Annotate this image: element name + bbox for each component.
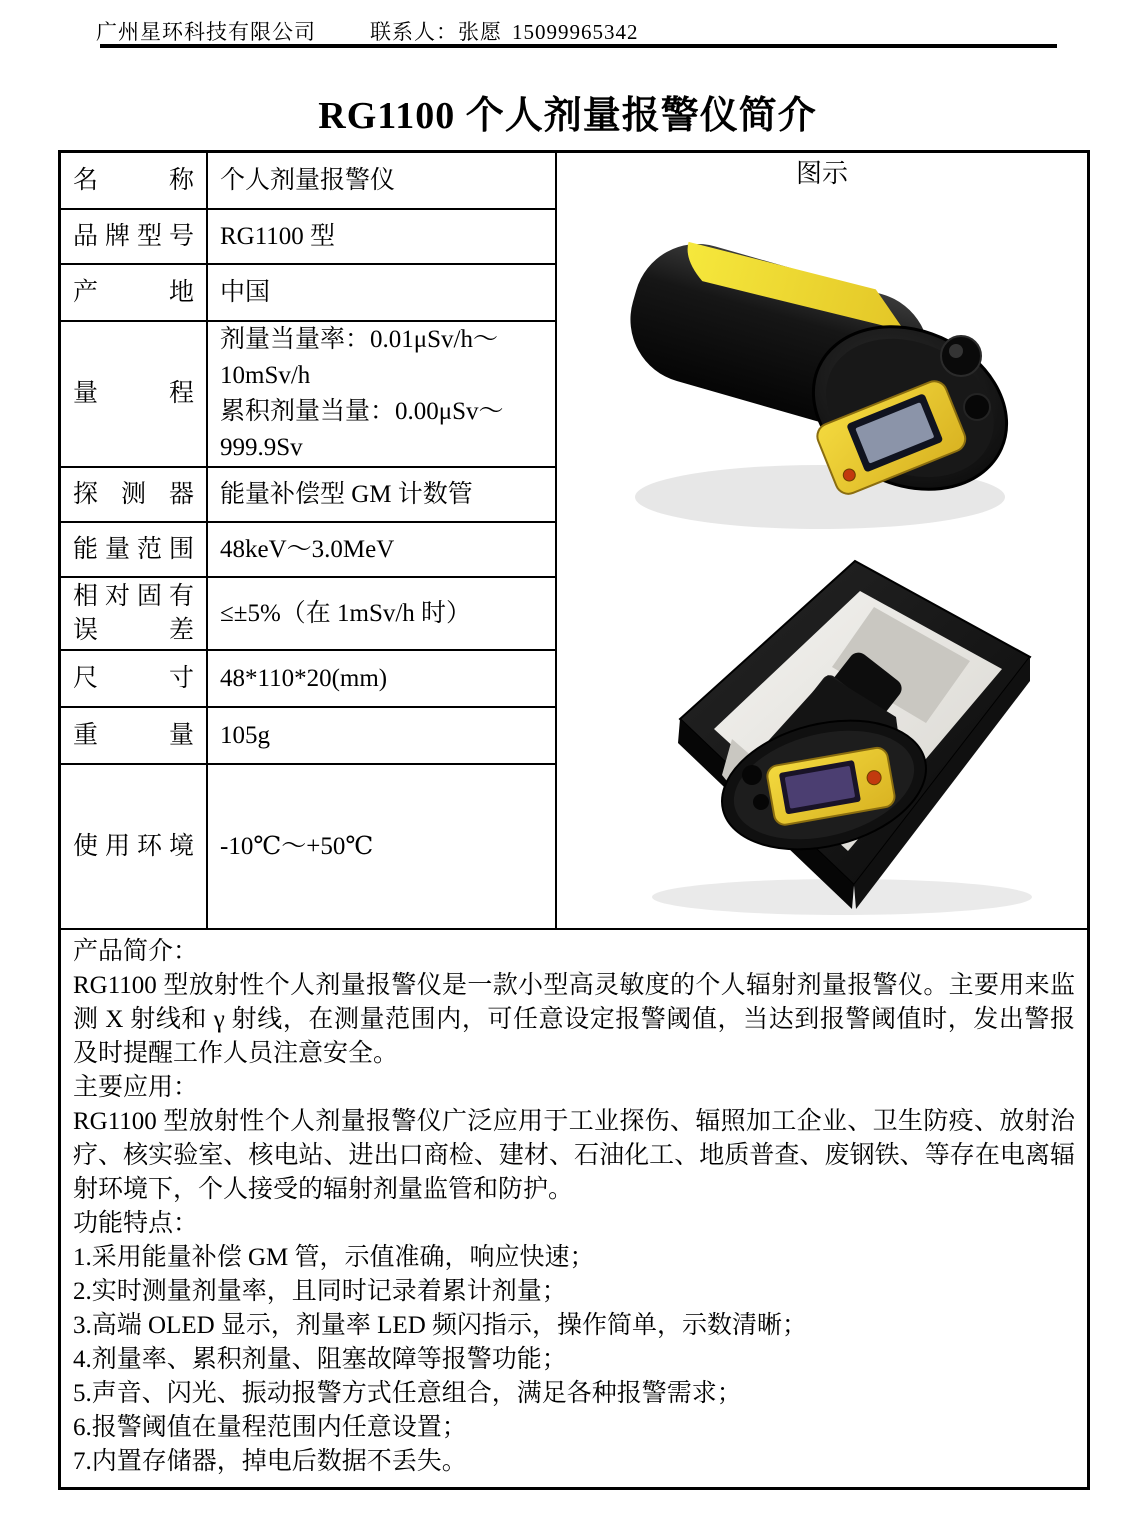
spec-value-cell xyxy=(208,322,555,466)
page-title: RG1100 个人剂量报警仪简介 xyxy=(318,95,817,137)
spec-label-cell xyxy=(61,322,208,466)
spec-label: 重量 xyxy=(73,721,194,749)
intro-heading: 产品简介： xyxy=(73,938,199,965)
spec-value-cell xyxy=(208,265,555,320)
spec-label-cell xyxy=(61,578,208,649)
product-description xyxy=(61,928,1087,1487)
spec-label: 量程 xyxy=(73,380,194,407)
spec-row xyxy=(61,153,555,210)
spec-value-cell xyxy=(208,708,555,763)
feature-item: 1.采用能量补偿 GM 管，示值准确，响应快速； xyxy=(73,1244,595,1271)
header-divider xyxy=(100,44,1057,48)
spec-label: 能量范围 xyxy=(73,535,194,563)
spec-row xyxy=(61,322,555,468)
figure-label: 图示 xyxy=(795,159,848,188)
spec-row xyxy=(61,765,555,928)
spec-label-cell xyxy=(61,265,208,320)
spec-value-cell xyxy=(208,468,555,521)
spec-label-cell xyxy=(61,708,208,763)
spec-value: 个人剂量报警仪 xyxy=(220,166,396,194)
spec-label-cell xyxy=(61,523,208,576)
device-button-side xyxy=(964,394,990,420)
spec-label-cell xyxy=(61,210,208,263)
document-header xyxy=(96,16,639,46)
spec-value-cell xyxy=(208,578,555,649)
feature-item: 3.高端 OLED 显示，剂量率 LED 频闪指示，操作简单，示数清晰； xyxy=(73,1312,807,1339)
applications-text: RG1100 型放射性个人剂量报警仪广泛应用于工业探伤、辐照加工企业、卫生防疫、放射治疗、核实验室、核电站、进出口商检、建材、石油化工、地质普查、废钢铁、等存在电离辐射环境下，个人接受的辐射剂量监管和防护。 xyxy=(73,1108,1075,1203)
spec-label-cell xyxy=(61,765,208,928)
spec-value: ≤±5%（在 1mSv/h 时） xyxy=(220,599,472,627)
spec-value-cell xyxy=(208,523,555,576)
contact-name: 张愿 xyxy=(458,20,502,44)
feature-item: 4.剂量率、累积剂量、阻塞故障等报警功能； xyxy=(73,1346,567,1373)
spec-row xyxy=(61,523,555,578)
spec-value: 48keV～3.0MeV xyxy=(220,535,395,563)
spec-value: RG1100 型 xyxy=(220,222,336,250)
spec-label-cell xyxy=(61,468,208,521)
phone-number: 15099965342 xyxy=(512,20,639,44)
device-button-highlight xyxy=(949,344,963,358)
spec-value: -10℃～+50℃ xyxy=(220,832,374,860)
spec-label-cell xyxy=(61,651,208,706)
spec-label: 产地 xyxy=(73,278,194,306)
spec-value: 中国 xyxy=(220,278,271,306)
feature-item: 7.内置存储器，掉电后数据不丢失。 xyxy=(73,1448,467,1475)
spec-row xyxy=(61,708,555,765)
figure-cell xyxy=(555,153,1087,928)
device-button-top xyxy=(941,336,981,376)
feature-item: 6.报警阈值在量程范围内任意设置； xyxy=(73,1414,467,1441)
spec-value: 48*110*20(mm) xyxy=(220,664,388,692)
spec-label: 品牌型号 xyxy=(73,222,194,250)
feature-item: 2.实时测量剂量率，且同时记录着累计剂量； xyxy=(73,1278,567,1305)
spec-label: 探测器 xyxy=(73,480,194,508)
applications-heading: 主要应用： xyxy=(73,1074,199,1101)
device-in-box-photo xyxy=(572,547,1072,919)
features-heading: 功能特点： xyxy=(73,1210,199,1237)
spec-row xyxy=(61,210,555,265)
company-name: 广州星环科技有限公司 xyxy=(96,20,316,44)
spec-label: 尺寸 xyxy=(73,664,194,692)
features-list xyxy=(73,1241,1075,1479)
spec-label: 使用环境 xyxy=(73,832,194,860)
spec-value-cell xyxy=(208,153,555,208)
feature-item: 5.声音、闪光、振动报警方式任意组合，满足各种报警需求； xyxy=(73,1380,742,1407)
spec-row xyxy=(61,265,555,322)
spec-value-cell xyxy=(208,210,555,263)
spec-table xyxy=(58,150,1090,1490)
spec-value: 累积剂量当量：0.00μSv～999.9Sv xyxy=(220,398,504,461)
spec-row xyxy=(61,651,555,708)
device-photo xyxy=(572,195,1072,547)
spec-value: 能量补偿型 GM 计数管 xyxy=(220,480,473,508)
spec-value-cell xyxy=(208,651,555,706)
intro-text: RG1100 型放射性个人剂量报警仪是一款小型高灵敏度的个人辐射剂量报警仪。主要用来监测 X 射线和 γ 射线，在测量范围内，可任意设定报警阈值，当达到报警阈值时，发出警报及时提醒工作人员注意安全。 xyxy=(73,972,1075,1067)
device-button-left xyxy=(742,765,762,785)
spec-rows xyxy=(61,153,555,928)
spec-value-cell xyxy=(208,765,555,928)
spec-value: 剂量当量率：0.01μSv/h～10mSv/h xyxy=(220,326,499,389)
spec-label: 相对固有误差 xyxy=(73,582,194,644)
spec-row xyxy=(61,578,555,651)
contact-label: 联系人： xyxy=(370,20,458,44)
spec-row xyxy=(61,468,555,523)
device-button-left-small xyxy=(753,794,769,810)
spec-value: 105g xyxy=(220,721,270,749)
spec-label: 名称 xyxy=(73,166,194,194)
spec-label-cell xyxy=(61,153,208,208)
